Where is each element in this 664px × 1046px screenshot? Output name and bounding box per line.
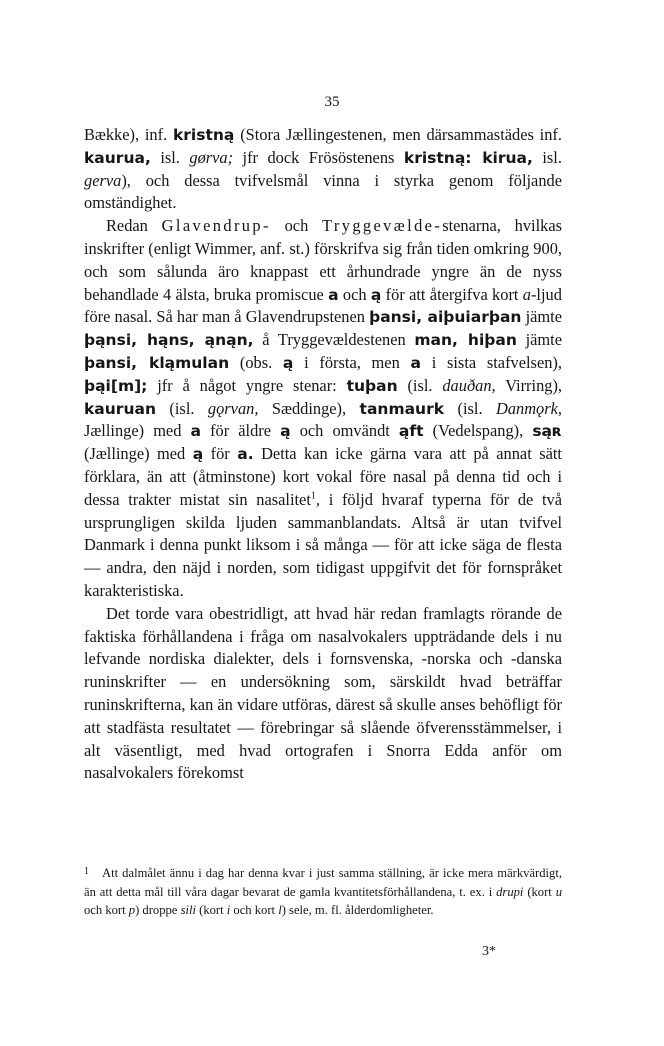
footnote-reference[interactable]: 1 (310, 490, 316, 502)
text-run: för äldre (210, 421, 272, 441)
text-run: (isl. (407, 375, 433, 395)
text-run: för att återgifva kort (385, 284, 519, 304)
paragraph-1 (84, 124, 562, 215)
text-run: isl. (160, 147, 180, 167)
text-run: jämte (525, 330, 562, 350)
footnote-mark: 1 (84, 866, 89, 877)
text-run: jfr dock Frösöstenens (242, 147, 395, 167)
printer-signature-mark: 3* (482, 944, 496, 959)
spaced-name: Tryggevælde- (322, 216, 443, 236)
runic-word: tuþan (346, 376, 398, 395)
runic-word: þąi[m]; (84, 376, 148, 395)
text-run: jämte (525, 307, 562, 327)
text-run: ) droppe (135, 903, 178, 918)
italic-word: gǫrvan, (207, 398, 259, 418)
runic-word: kaurua, (84, 148, 151, 167)
runic-word: ą (282, 353, 294, 372)
runic-word: ą (370, 285, 382, 304)
text-run: Detta kan icke gärna vara att på annat sätt förklara, än att (åtminstone) kort vokal före nasal på denna tid och i dessa trakter mistat sin nasalitet (84, 444, 562, 509)
text-run: Sæddinge), (271, 398, 347, 418)
runic-word: man, hiþan (414, 331, 517, 350)
text-run: Redan (106, 216, 148, 236)
runic-word: þansi, aiþuiarþan (369, 308, 522, 327)
main-text (84, 124, 562, 785)
paragraph-2 (84, 215, 562, 603)
text-run: , i följd hvaraf typerna för de två ursprungligen skilda ljuden sammanblandats. Altså är utan tvifvel Danmark i denna punkt liksom i så många — för att icke säga de flesta — andra, den näjd i norden, som tidigast uppgifvit det för fornspråket karakteristiska. (84, 489, 563, 600)
runic-word: sąʀ (532, 422, 562, 441)
italic-word: p (128, 903, 136, 918)
italic-word: drupi (496, 884, 524, 899)
text-run: (Jællinge) med (84, 444, 186, 464)
text-run: Virring), (505, 375, 563, 395)
text-run: stenarna, hvilkas inskrifter (enligt Wimmer, anf. st.) förskrifva sig från tiden omkring 900, och som sålunda äro knappast ett århundrade yngre än de nyss behandlade 4 älsta, bruka promiscue (84, 216, 562, 304)
runic-word: a. (237, 445, 254, 464)
text-run: (Vedelspang), (432, 421, 524, 441)
italic-word: gerva (84, 170, 122, 190)
text-run: och kort (233, 903, 276, 918)
italic-word: u (555, 884, 562, 899)
text-run: och kort (84, 903, 126, 918)
italic-word: l (278, 903, 282, 918)
text-run: -ljud före nasal. Så har man å Glavendrupstenen (84, 284, 562, 327)
runic-word: a (410, 353, 421, 372)
italic-word: a (522, 284, 531, 304)
runic-word: kristną (172, 126, 235, 144)
italic-word: i (226, 903, 231, 918)
italic-word: gørva; (189, 147, 234, 167)
text-run: och (342, 284, 367, 304)
runic-word: a (328, 285, 339, 304)
text-run: (kort (199, 903, 224, 918)
text-run: Jællinge) med (84, 421, 182, 441)
text-run: jfr å något yngre stenar: (157, 375, 337, 395)
text-run: isl. (542, 147, 562, 167)
spaced-name: Glavendrup- (161, 216, 271, 236)
text-run: å Tryggevældestenen (262, 330, 406, 350)
paragraph-3: Det torde vara obestridligt, att hvad här redan framlagts rörande de faktiska förhållandena i fråga om nasalvokalers uppträdande dels i nu lefvande nordiska dialekter, dels i fornsvenska, -norska och -danska runinskrifter — en undersökning som, särskildt hvad beträffar runinskrifterna, kan än vidare utföras, därest så skulle anses behöfligt för att stadfästa resultatet — förebringar så slående öfverensstämmelser, i alt väsentligt, med hvad ortografen i Snorra Edda anför om nasalvokalers förekomst (84, 603, 562, 783)
italic-word: dauðan, (442, 375, 496, 395)
runic-word: kauruan (84, 399, 156, 418)
italic-word: Danmǫrk, (495, 398, 562, 418)
runic-word: kristną: kirua, (403, 148, 533, 167)
text-run: och omvändt (299, 421, 390, 441)
italic-word: sili (180, 903, 196, 918)
text-run: (isl. (169, 398, 195, 418)
text-run: Att dalmålet ännu i dag har denna kvar i just samma ställning, är icke mera märkvärdigt, än att detta mål till våra dagar bevarat de gamla kvantitetsförhållandena, t. ex. i (84, 866, 562, 899)
text-run: Bække), inf. (84, 125, 168, 144)
runic-word: þansi, kląmulan (84, 353, 230, 372)
runic-word: þąnsi, hąns, ąnąn, (84, 331, 254, 350)
text-run: i sista stafvelsen), (431, 352, 562, 372)
runic-word: tanmaurk (359, 399, 445, 418)
text-run: (kort (527, 884, 552, 899)
text-run: för (210, 444, 230, 464)
text-run: och (284, 216, 309, 236)
text-run: (Stora Jællingestenen, men därsammastädes inf. (240, 125, 562, 144)
runic-word: ą (192, 445, 204, 464)
text-run: i första, men (304, 352, 400, 372)
text-run: (obs. (239, 352, 273, 372)
text-run: ), och dessa tvifvelsmål vinna i styrka genom följande omständighet. (84, 170, 562, 213)
runic-word: ą (280, 422, 291, 441)
footnote (84, 863, 562, 920)
runic-word: ąft (398, 422, 424, 441)
page-number: 35 (324, 94, 340, 110)
text-run: (isl. (457, 398, 483, 418)
text-run: ) sele, m. fl. ålderdomligheter. (281, 903, 434, 918)
runic-word: a (190, 422, 201, 441)
